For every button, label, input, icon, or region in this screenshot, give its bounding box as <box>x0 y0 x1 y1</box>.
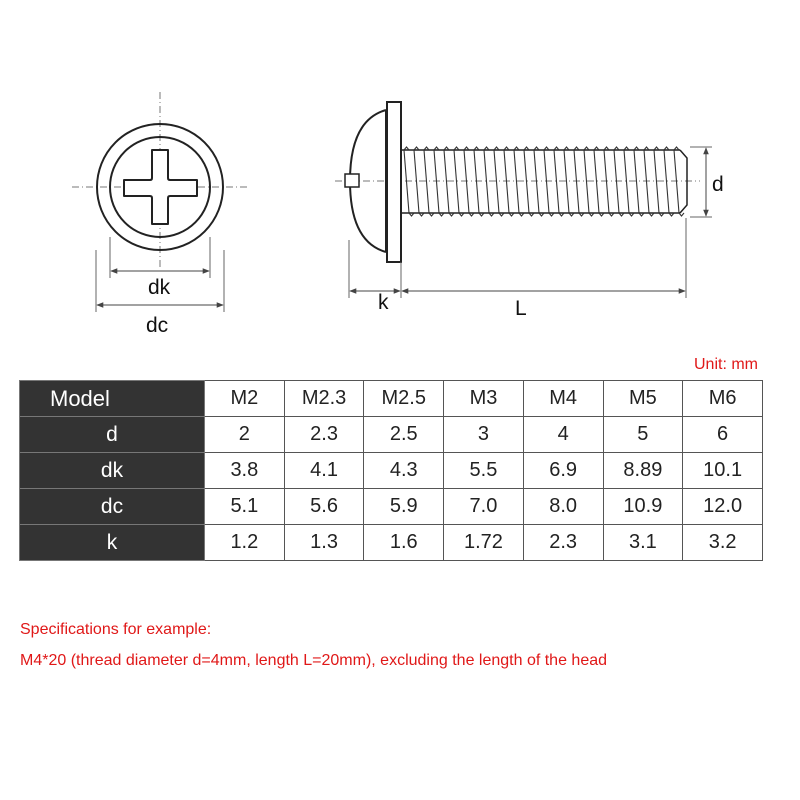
table-cell: 3.8 <box>205 453 285 489</box>
dimension-label-dc: dc <box>146 314 169 337</box>
table-cell: 5.6 <box>284 489 364 525</box>
table-cell: 3.1 <box>603 525 683 561</box>
thread-line <box>484 150 489 213</box>
table-cell: 2.5 <box>364 417 444 453</box>
table-cell: 1.2 <box>205 525 285 561</box>
table-cell: 2.3 <box>523 525 603 561</box>
thread-line <box>454 150 459 213</box>
table-cell: 1.3 <box>284 525 364 561</box>
table-cell: 8.89 <box>603 453 683 489</box>
screw-side-view-icon <box>335 102 712 298</box>
table-cell: 1.72 <box>444 525 524 561</box>
table-cell: 6.9 <box>523 453 603 489</box>
table-header-label: Model <box>20 381 205 417</box>
thread-line <box>414 150 419 213</box>
table-cell: 2 <box>205 417 285 453</box>
model-header: M4 <box>523 381 603 417</box>
model-header: M5 <box>603 381 683 417</box>
phillips-cross-icon <box>124 150 197 224</box>
table-cell: 5.9 <box>364 489 444 525</box>
table-cell: 12.0 <box>683 489 763 525</box>
model-header: M2.3 <box>284 381 364 417</box>
unit-label: Unit: mm <box>694 356 758 373</box>
spec-example-title: Specifications for example: <box>20 621 212 638</box>
table-cell: 4 <box>523 417 603 453</box>
model-header: M2 <box>205 381 285 417</box>
thread-line <box>624 150 629 213</box>
table-cell: 5 <box>603 417 683 453</box>
table-cell: 6 <box>683 417 763 453</box>
table-cell: 3 <box>444 417 524 453</box>
table-cell: 1.6 <box>364 525 444 561</box>
table-cell: 7.0 <box>444 489 524 525</box>
table-cell: 10.1 <box>683 453 763 489</box>
table-row <box>20 525 763 561</box>
table-cell: 3.2 <box>683 525 763 561</box>
table-header-row <box>20 381 763 417</box>
thread-line <box>664 150 669 213</box>
table-row <box>20 489 763 525</box>
table-cell: 2.3 <box>284 417 364 453</box>
screw-technical-drawing <box>0 0 800 350</box>
table-row <box>20 453 763 489</box>
spec-example-text: M4*20 (thread diameter d=4mm, length L=20mm), excluding the length of the head <box>20 652 608 669</box>
table-cell: 5.5 <box>444 453 524 489</box>
row-label: dk <box>20 453 205 489</box>
row-label: k <box>20 525 205 561</box>
dimension-label-dk: dk <box>148 276 171 299</box>
table-cell: 10.9 <box>603 489 683 525</box>
model-header: M6 <box>683 381 763 417</box>
model-header: M2.5 <box>364 381 444 417</box>
dimension-label-d: d <box>712 173 724 196</box>
model-header: M3 <box>444 381 524 417</box>
table-row <box>20 417 763 453</box>
spec-table <box>19 380 763 561</box>
dimension-label-L: L <box>515 297 527 320</box>
dimension-label-k: k <box>378 291 389 314</box>
table-cell: 4.1 <box>284 453 364 489</box>
thread-line <box>524 150 529 213</box>
row-label: dc <box>20 489 205 525</box>
table-cell: 4.3 <box>364 453 444 489</box>
table-cell: 8.0 <box>523 489 603 525</box>
table-cell: 5.1 <box>205 489 285 525</box>
row-label: d <box>20 417 205 453</box>
thread-line <box>594 150 599 213</box>
thread-line <box>554 150 559 213</box>
